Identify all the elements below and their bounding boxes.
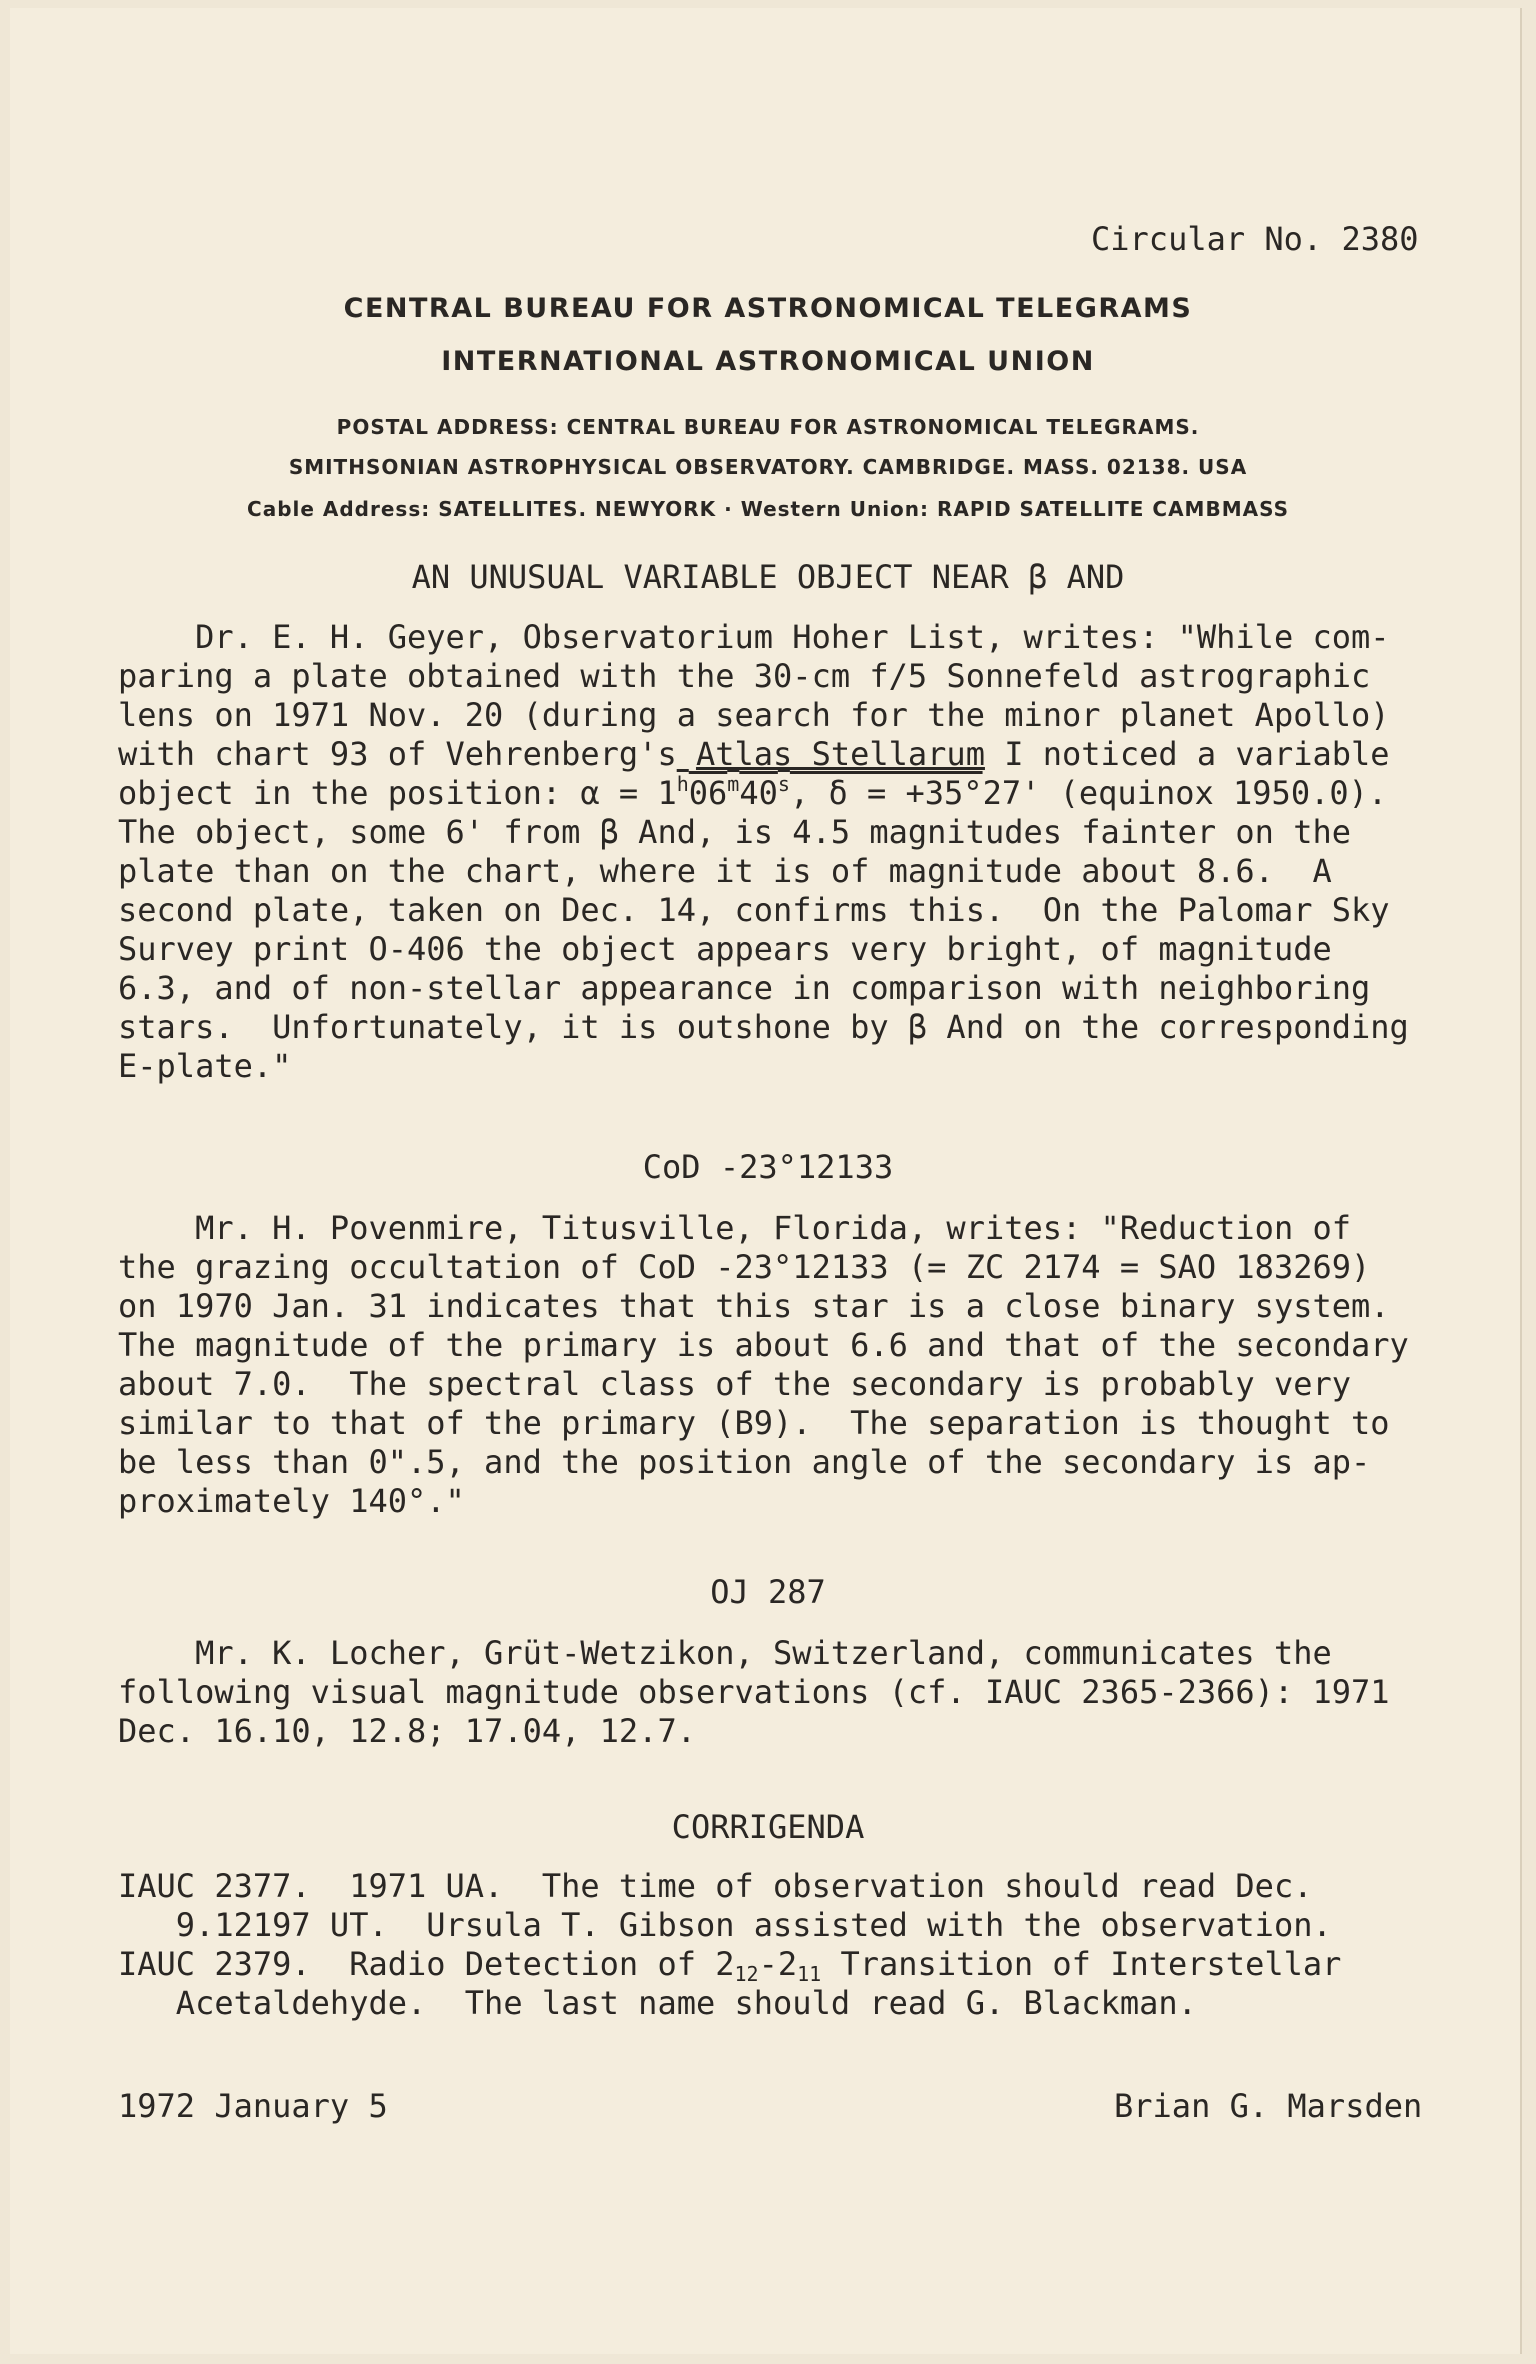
text-fragment: 27' (equinox 1950.0). [982,774,1388,812]
superscript: h [676,772,689,796]
text-line: Acetaldehyde. The last name should read G. Blackman. [118,1984,1197,2022]
text-line: following visual magnitude observations (cf. IAUC 2365-2366): 1971 [118,1673,1390,1711]
text-fragment: with chart 93 of Vehrenberg's [118,735,696,773]
western-union-value: RAPID SATELLITE CAMBMASS [937,497,1289,521]
text-line: about 7.0. The spectral class of the secondary is probably very [118,1365,1351,1403]
text-line: E-plate." [118,1047,292,1085]
text-fragment: 40 [739,774,778,812]
section-body-variable-object [118,618,1409,1086]
postal-address-2: SMITHSONIAN ASTROPHYSICAL OBSERVATORY. CAMBRIDGE. MASS. 02138. USA [288,455,1248,479]
cable-address [0,497,1536,521]
text-line: IAUC 2377. 1971 UA. The time of observation should read Dec. [118,1867,1313,1905]
text-line: Mr. K. Locher, Grüt-Wetzikon, Switzerland, communicates the [118,1634,1332,1672]
text-line: 9.12197 UT. Ursula T. Gibson assisted with the observation. [118,1906,1332,1944]
atlas-title: Atlas Stellarum [695,735,985,773]
text-line: similar to that of the primary (B9). The separation is thought to [118,1404,1390,1442]
bureau-title: CENTRAL BUREAU FOR ASTRONOMICAL TELEGRAMS [343,293,1193,324]
text-line: on 1970 Jan. 31 indicates that this star is a close binary system. [118,1287,1390,1325]
text-line [118,735,1409,774]
section-title-cod: CoD -23°12133 [642,1148,894,1186]
text-line: plate than on the chart, where it is of magnitude about 8.6. A [118,852,1332,890]
subscript: 11 [797,1962,822,1986]
text-line: Survey print O-406 the object appears very bright, of magnitude [118,930,1332,968]
section-body-cod [118,1209,1409,1521]
cable-label: Cable Address: [247,497,431,521]
text-line: be less than 0".5, and the position angle of the secondary is ap- [118,1443,1371,1481]
separator-dot: · [724,497,733,521]
text-line: The magnitude of the primary is about 6.6 and that of the secondary [118,1326,1409,1364]
text-fragment: object in the position: α = 1 [118,774,677,812]
text-line-transition [118,1945,1341,1984]
text-fragment: I noticed a variable [984,735,1390,773]
western-union-label: Western Union: [740,497,930,521]
circular-number: Circular No. 2380 [1091,220,1419,258]
section-body-oj287 [118,1634,1390,1751]
coordinates-overlined [677,774,983,812]
section-body-corrigenda [118,1867,1341,2023]
section-title-oj287: OJ 287 [710,1573,826,1611]
text-line: second plate, taken on Dec. 14, confirms this. On the Palomar Sky [118,891,1390,929]
text-line: Dr. E. H. Geyer, Observatorium Hoher List, writes: "While com- [118,618,1390,656]
union-title: INTERNATIONAL ASTRONOMICAL UNION [441,346,1095,377]
issue-date: 1972 January 5 [118,2087,388,2125]
subscript: 12 [734,1962,759,1986]
text-line: lens on 1971 Nov. 20 (during a search for the minor planet Apollo) [118,696,1390,734]
text-line: stars. Unfortunately, it is outshone by β And on the corresponding [118,1008,1409,1046]
text-line: the grazing occultation of CoD -23°12133 (= ZC 2174 = SAO 183269) [118,1248,1371,1286]
superscript: m [727,772,740,796]
text-fragment: -2 [758,1945,798,1983]
superscript: s [777,772,790,796]
text-line-position [118,774,1409,813]
cable-value: SATELLITES. NEWYORK [438,497,717,521]
text-line: paring a plate obtained with the 30-cm f/5 Sonnefeld astrographic [118,657,1371,695]
text-line: 6.3, and of non-stellar appearance in comparison with neighboring [118,969,1371,1007]
text-line: Dec. 16.10, 12.8; 17.04, 12.7. [118,1712,696,1750]
text-fragment: IAUC 2379. Radio Detection of 2 [118,1945,735,1983]
text-line: Mr. H. Povenmire, Titusville, Florida, writes: "Reduction of [118,1209,1351,1247]
signature: Brian G. Marsden [1114,2087,1423,2125]
text-fragment: Transition of Interstellar [821,1945,1342,1983]
text-line: The object, some 6' from β And, is 4.5 magnitudes fainter on the [118,813,1351,851]
section-title-variable-object: AN UNUSUAL VARIABLE OBJECT NEAR β AND [411,558,1125,596]
text-fragment: 06 [688,774,728,812]
section-title-corrigenda: CORRIGENDA [671,1808,865,1846]
postal-address: POSTAL ADDRESS: CENTRAL BUREAU FOR ASTRONOMICAL TELEGRAMS. [336,415,1200,439]
text-line: proximately 140°." [118,1482,465,1520]
text-fragment: , δ = +35° [789,774,983,812]
